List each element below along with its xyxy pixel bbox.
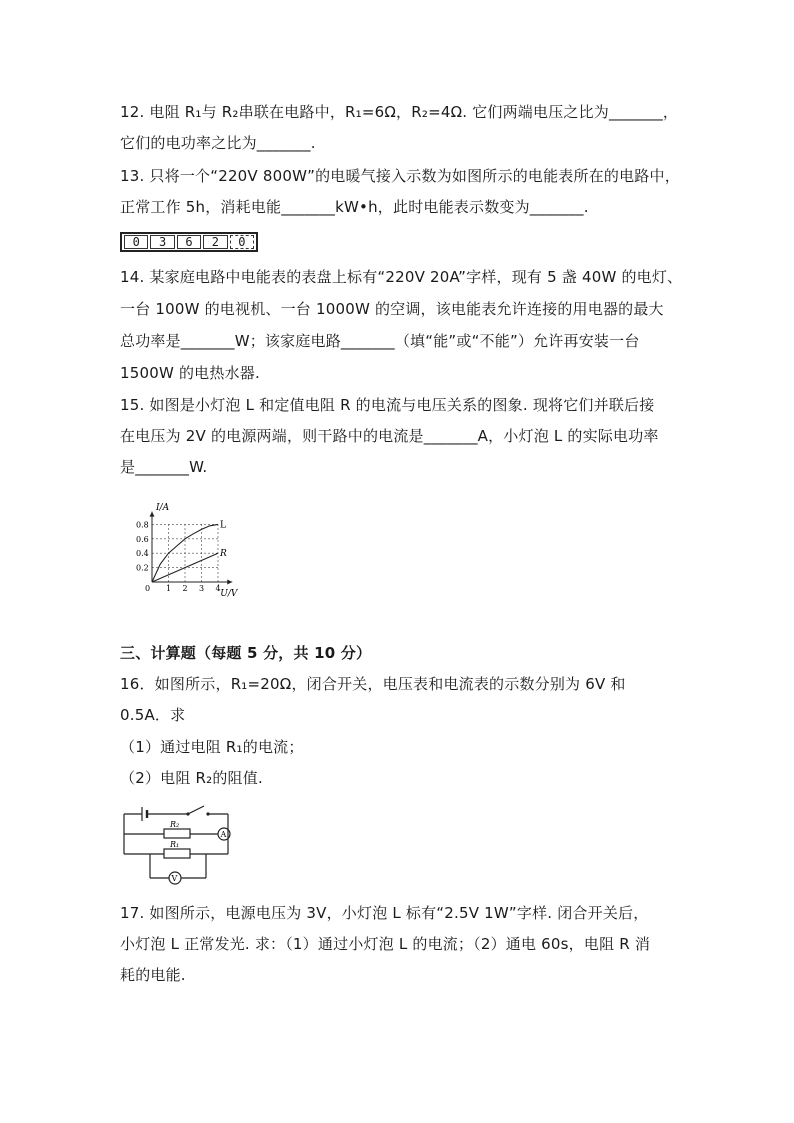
x-tick-label: 3: [199, 584, 205, 593]
iu-graph: [118, 500, 268, 600]
circuit-diagram: [118, 800, 240, 890]
q14-line-1: 14. 某家庭电路中电能表的表盘上标有“220V 20A”字样，现有 5 盏 40W 的电灯、: [120, 268, 683, 286]
meter-digit: 0: [124, 235, 148, 249]
y-tick-label: 0.4: [136, 549, 149, 559]
q17-line-2: 小灯泡 L 正常发光. 求：（1）通过小灯泡 L 的电流；（2）通电 60s，电阻 R 消: [120, 935, 651, 953]
y-axis-label: I/A: [156, 503, 170, 513]
y-axis-arrow: [150, 512, 155, 517]
x-axis-arrow: [227, 580, 232, 585]
q17-line-1: 17. 如图所示，电源电压为 3V，小灯泡 L 标有“2.5V 1W”字样. 闭合开关后，: [120, 904, 649, 922]
switch-contact: [206, 812, 209, 815]
meter-digit: 3: [150, 235, 174, 249]
resistor-r1: [164, 849, 190, 858]
q15-line-2: 在电压为 2V 的电源两端，则干路中的电流是_______A，小灯泡 L 的实际电功率: [120, 427, 659, 445]
y-tick-label: 0.8: [136, 520, 149, 530]
y-tick-label: 0.6: [136, 534, 149, 544]
r1-label: R₁: [170, 840, 180, 849]
origin-label: 0: [145, 584, 151, 593]
meter-digit: 6: [177, 235, 201, 249]
meter-digit-decimal: 0: [230, 235, 254, 249]
q15-line-1: 15. 如图是小灯泡 L 和定值电阻 R 的电流与电压关系的图象. 现将它们并联后接: [120, 396, 655, 414]
series-label-l: L: [220, 520, 226, 531]
q16-line-4: （2）电阻 R₂的阻值.: [120, 769, 263, 787]
q14-line-2: 一台 100W 的电视机、一台 1000W 的空调，该电能表允许连接的用电器的最大: [120, 300, 664, 318]
q14-line-4: 1500W 的电热水器.: [120, 364, 260, 382]
q16-line-2: 0.5A．求: [120, 706, 186, 724]
meter-digit: 2: [203, 235, 227, 249]
q16-line-3: （1）通过电阻 R₁的电流；: [120, 738, 304, 756]
q17-line-3: 耗的电能.: [120, 966, 186, 984]
switch-contact: [186, 812, 189, 815]
q15-line-3: 是_______W.: [120, 458, 208, 476]
resistor-r2: [164, 829, 190, 838]
ammeter-label: A: [220, 830, 227, 839]
y-tick-label: 0.2: [136, 563, 149, 573]
x-tick-label: 2: [182, 584, 188, 593]
r2-label: R₂: [170, 820, 180, 829]
q13-line-1: 13. 只将一个“220V 800W”的电暖气接入示数为如图所示的电能表所在的电路中，: [120, 167, 680, 185]
series-label-r: R: [220, 549, 227, 560]
energy-meter-display: [120, 232, 258, 252]
q14-line-3: 总功率是_______W；该家庭电路_______（填“能”或“不能”）允许再安装一台: [120, 332, 640, 350]
q13-line-2: 正常工作 5h，消耗电能_______kW•h，此时电能表示数变为_______.: [120, 198, 589, 216]
q16-line-1: 16．如图所示，R₁=20Ω，闭合开关，电压表和电流表的示数分别为 6V 和: [120, 675, 626, 693]
q12-line-1: 12. 电阻 R₁与 R₂串联在电路中，R₁=6Ω，R₂=4Ω. 它们两端电压之比为_______，: [120, 103, 679, 121]
x-axis-label: U/V: [220, 589, 238, 599]
voltmeter-label: V: [171, 874, 178, 883]
x-tick-label: 4: [215, 584, 221, 593]
x-tick-label: 1: [166, 584, 172, 593]
q12-line-2: 它们的电功率之比为_______.: [120, 134, 316, 152]
switch-blade: [188, 806, 204, 814]
section-title: 三、计算题（每题 5 分，共 10 分）: [120, 644, 372, 662]
